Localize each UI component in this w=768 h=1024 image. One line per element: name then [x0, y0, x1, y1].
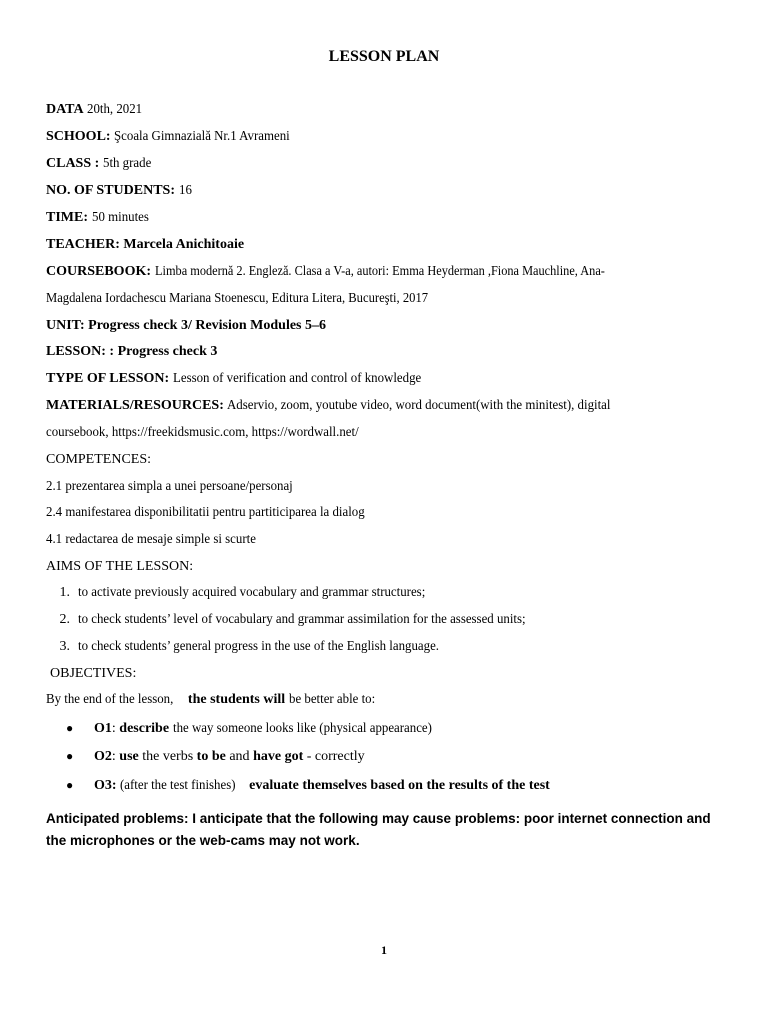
school-label: SCHOOL:: [46, 129, 111, 144]
teacher-row: [46, 235, 726, 255]
date-label: DATA: [46, 102, 84, 117]
bullet-icon: ●: [66, 778, 74, 792]
coursebook-row-2: [46, 289, 726, 309]
students-label: NO. OF STUDENTS:: [46, 183, 176, 198]
lesson-label: LESSON: :: [46, 344, 115, 359]
page-title: LESSON PLAN: [328, 48, 440, 65]
materials-row-2: [46, 423, 726, 443]
type-value: Lesson of verification and control of knowledge: [172, 371, 421, 386]
aim-text: to check students’ level of vocabulary and grammar assimilation for the assessed units;: [78, 612, 526, 627]
date-row: [46, 100, 726, 120]
class-label: CLASS :: [46, 156, 100, 171]
competence-item: [46, 477, 726, 497]
time-value: 50 minutes: [91, 210, 149, 225]
objectives-heading: OBJECTIVES:: [50, 666, 137, 681]
objective-verb-have-got: have got: [253, 749, 304, 764]
aim-item: [46, 637, 470, 657]
materials-value-line2: coursebook, https://freekidsmusic.com, https://wordwall.net/: [46, 425, 359, 440]
aims-heading: AIMS OF THE LESSON:: [46, 559, 194, 574]
coursebook-value-line1: Limba modernă 2. Engleză. Clasa a V-a, autori: Emma Heyderman ,Fiona Mauchline, Ana-: [154, 264, 605, 279]
aim-text: to check students’ general progress in the use of the English language.: [78, 639, 440, 654]
objective-code: O2: [94, 749, 112, 764]
aim-item: [46, 583, 455, 603]
anticipated-problems-line1: Anticipated problems: I anticipate that the following may cause problems: poor internet connection and: [46, 811, 711, 826]
objective-text: - correctly: [306, 749, 365, 764]
students-value: 16: [178, 183, 192, 198]
materials-row: [46, 396, 726, 416]
anticipated-problems: [46, 808, 726, 852]
type-row: [46, 369, 726, 389]
objective-verb: describe: [119, 721, 170, 736]
unit-value: Progress check 3/ Revision Modules 5–6: [88, 318, 327, 333]
students-row: [46, 181, 726, 201]
objectives-intro-bold: the students will: [187, 692, 286, 707]
unit-row: [46, 316, 726, 336]
unit-label: UNIT:: [46, 318, 85, 333]
teacher-label: TEACHER:: [46, 237, 120, 252]
aim-number: 2.: [59, 612, 70, 627]
aim-item: [46, 610, 565, 630]
objective-colon: :: [111, 721, 116, 736]
class-value: 5th grade: [102, 156, 152, 171]
objective-bold-text: evaluate themselves based on the results of the test: [249, 778, 550, 793]
aim-number: 3.: [59, 639, 70, 654]
objective-code: O3:: [94, 778, 117, 793]
teacher-value: Marcela Anichitoaie: [123, 237, 245, 252]
time-label: TIME:: [46, 210, 88, 225]
objective-verb-to-be: to be: [196, 749, 226, 764]
time-row: [46, 208, 726, 228]
objective-colon: :: [111, 749, 116, 764]
competence-text: 2.4 manifestarea disponibilitatii pentru partiticiparea la dialog: [46, 505, 365, 520]
coursebook-row: [46, 262, 726, 282]
lesson-value: Progress check 3: [117, 344, 218, 359]
date-value: 20th, 2021: [87, 102, 143, 117]
objective-text: (after the test finishes): [120, 778, 236, 793]
objectives-intro: [46, 690, 726, 710]
objectives-intro-end: be better able to:: [288, 692, 375, 707]
objective-item-o3: [66, 775, 550, 796]
objective-text: the verbs: [142, 749, 194, 764]
objectives-intro-start: By the end of the lesson,: [46, 692, 174, 707]
objective-item-o1: [66, 718, 454, 739]
type-label: TYPE OF LESSON:: [46, 371, 170, 386]
page-number: 1: [381, 943, 387, 957]
anticipated-problems-line2: the microphones or the web-cams may not work.: [46, 833, 360, 848]
objective-item-o2: [66, 746, 365, 767]
aim-number: 1.: [59, 585, 70, 600]
competence-item: [46, 503, 726, 523]
bullet-icon: ●: [66, 721, 74, 735]
competences-heading: COMPETENCES:: [46, 452, 152, 467]
competence-text: 4.1 redactarea de mesaje simple si scurte: [46, 532, 256, 547]
school-row: [46, 127, 726, 147]
school-value: Şcoala Gimnazială Nr.1 Avrameni: [114, 129, 290, 144]
coursebook-value-line2: Magdalena Iordachescu Mariana Stoenescu, Editura Litera, Bucureşti, 2017: [46, 291, 429, 306]
objective-text: the way someone looks like (physical appearance): [172, 721, 432, 736]
competence-item: [46, 530, 726, 550]
objective-verb: use: [119, 749, 139, 764]
coursebook-label: COURSEBOOK:: [46, 264, 152, 279]
class-row: [46, 154, 726, 174]
materials-value-line1: Adservio, zoom, youtube video, word document(with the minitest), digital: [227, 398, 611, 413]
competence-text: 2.1 prezentarea simpla a unei persoane/personaj: [46, 479, 293, 494]
lesson-row: [46, 342, 726, 362]
objective-text: and: [229, 749, 250, 764]
materials-label: MATERIALS/RESOURCES:: [46, 398, 224, 413]
aim-text: to activate previously acquired vocabulary and grammar structures;: [78, 585, 426, 600]
objective-code: O1: [94, 721, 112, 736]
bullet-icon: ●: [66, 749, 74, 763]
